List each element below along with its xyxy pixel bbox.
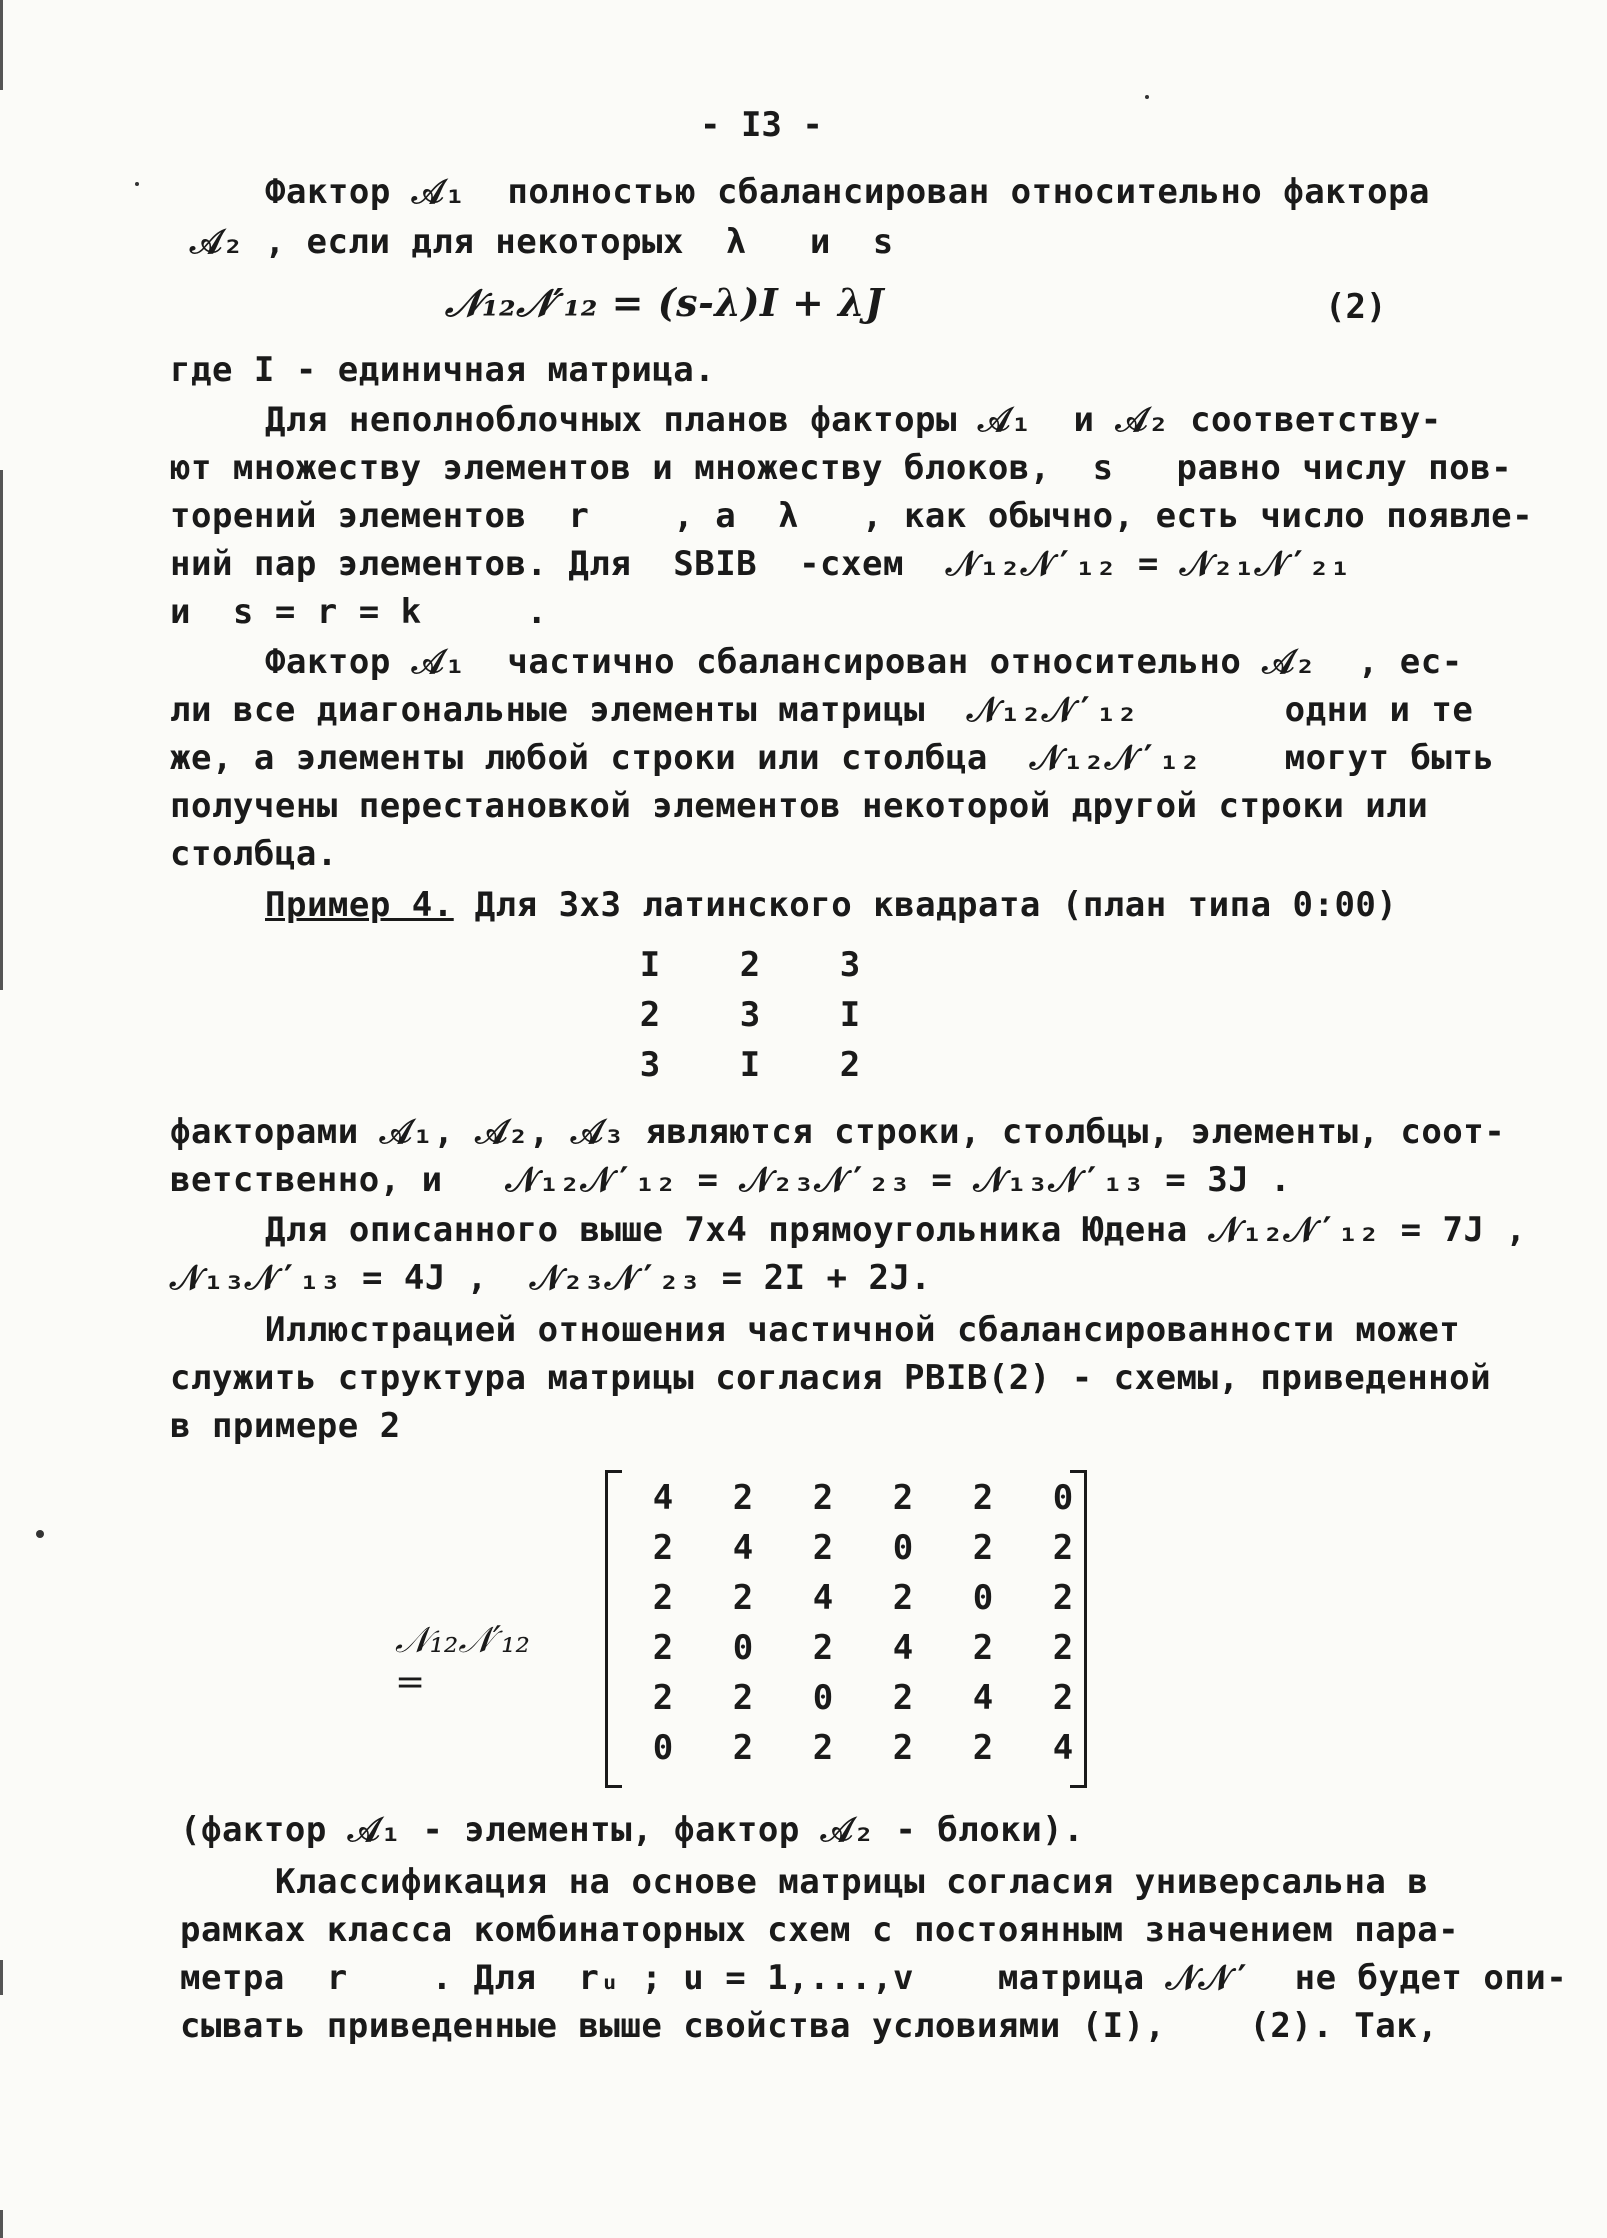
- scan-speck: [135, 182, 139, 186]
- matrix-cell: 4: [972, 1678, 994, 1718]
- text-line: получены перестановкой элементов некоторой другой строки или: [170, 786, 1429, 826]
- matrix-cell: 2: [652, 1578, 674, 1618]
- text-line: торений элементов r , а λ , как обычно, есть число появле-: [170, 496, 1534, 536]
- text-line: столбца.: [170, 834, 338, 874]
- text-line: же, а элементы любой строки или столбца 𝒩₁₂𝒩′₁₂ могут быть: [170, 738, 1495, 778]
- text-line: сывать приведенные выше свойства условиями (I), (2). Так,: [180, 2006, 1439, 2046]
- latin-square: [600, 945, 900, 1095]
- matrix-cell: 0: [1052, 1478, 1074, 1518]
- text-line: 𝒩₁₃𝒩′₁₃ = 4J , 𝒩₂₃𝒩′₂₃ = 2I + 2J.: [170, 1258, 932, 1298]
- matrix-label: 𝒩₁₂𝒩′₁₂ =: [395, 1620, 530, 1703]
- matrix-cell: 2: [812, 1728, 834, 1768]
- matrix-cell: 2: [732, 1478, 754, 1518]
- matrix-cell: 2: [732, 1578, 754, 1618]
- example-text: Для 3x3 латинского квадрата (план типа 0:00): [453, 885, 1398, 925]
- scan-edge-mark: [0, 0, 3, 90]
- latin-square-cell: I: [639, 945, 661, 985]
- example-4-line: [265, 885, 1397, 925]
- matrix-cell: 2: [1052, 1528, 1074, 1568]
- matrix-cell: 2: [812, 1628, 834, 1668]
- text-line: факторами 𝒜₁, 𝒜₂, 𝒜₃ являются строки, столбцы, элементы, соот-: [170, 1112, 1506, 1152]
- matrix-cell: 2: [1052, 1578, 1074, 1618]
- matrix-cell: 2: [892, 1728, 914, 1768]
- text-line: где I - единичная матрица.: [170, 350, 716, 390]
- text-line: ветственно, и 𝒩₁₂𝒩′₁₂ = 𝒩₂₃𝒩′₂₃ = 𝒩₁₃𝒩′₁₃ = 3J .: [170, 1160, 1292, 1200]
- matrix-cell: 0: [652, 1728, 674, 1768]
- text-line: ний пар элементов. Для SBIB -схем 𝒩₁₂𝒩′₁₂ = 𝒩₂₁𝒩′₂₁: [170, 544, 1351, 584]
- matrix-cell: 2: [652, 1528, 674, 1568]
- scan-edge-mark: [0, 2210, 3, 2238]
- text-line: служить структура матрицы согласия PBIB(2) - схемы, приведенной: [170, 1358, 1492, 1398]
- matrix-cell: 2: [972, 1528, 994, 1568]
- matrix-cell: 2: [892, 1678, 914, 1718]
- matrix-row: [623, 1678, 1103, 1728]
- matrix-row: [623, 1578, 1103, 1628]
- matrix-cell: 2: [652, 1678, 674, 1718]
- latin-square-cell: I: [839, 995, 861, 1035]
- text-line: Для неполноблочных планов факторы 𝒜₁ и 𝒜₂ соответству-: [265, 400, 1442, 440]
- matrix-cell: 2: [972, 1478, 994, 1518]
- text-line: и s = r = k .: [170, 592, 548, 632]
- matrix-cell: 2: [1052, 1628, 1074, 1668]
- matrix-cell: 4: [732, 1528, 754, 1568]
- matrix-cell: 0: [812, 1678, 834, 1718]
- text-line: Фактор 𝒜₁ полностью сбалансирован относительно фактора: [265, 172, 1431, 212]
- matrix-cell: 2: [1052, 1678, 1074, 1718]
- matrix-cell: 2: [732, 1678, 754, 1718]
- matrix-cell: 0: [732, 1628, 754, 1668]
- text-line: Классификация на основе матрицы согласия универсальна в: [275, 1862, 1429, 1902]
- matrix-cell: 2: [812, 1478, 834, 1518]
- scan-edge-mark: [0, 1960, 3, 1995]
- matrix-cell: 2: [732, 1728, 754, 1768]
- matrix-row: [623, 1478, 1103, 1528]
- equation-2: 𝒩₁₂𝒩′₁₂ = (s-λ)I + λJ: [445, 280, 884, 325]
- latin-square-cell: 2: [639, 995, 661, 1035]
- text-line: ют множеству элементов и множеству блоков, s равно числу пов-: [170, 448, 1513, 488]
- latin-square-cell: I: [739, 1045, 761, 1085]
- latin-square-cell: 2: [839, 1045, 861, 1085]
- matrix-cell: 2: [892, 1578, 914, 1618]
- text-line: рамках класса комбинаторных схем с постоянным значением пара-: [180, 1910, 1460, 1950]
- equation-number: (2): [1325, 287, 1387, 327]
- matrix-cell: 4: [892, 1628, 914, 1668]
- matrix-row: [623, 1728, 1103, 1778]
- text-line: метра r . Для rᵤ ; u = 1,...,v матрица 𝒩𝒩′ не будет опи-: [180, 1958, 1568, 1998]
- example-heading: Пример 4.: [265, 885, 454, 925]
- matrix-cell: 2: [972, 1628, 994, 1668]
- page-number: - I3 -: [700, 105, 823, 145]
- latin-square-row: [600, 1045, 900, 1095]
- latin-square-cell: 2: [739, 945, 761, 985]
- matrix-cell: 0: [972, 1578, 994, 1618]
- scan-speck: [36, 1530, 44, 1538]
- matrix-left-bracket: [605, 1470, 622, 1788]
- text-line: 𝒜₂ , если для некоторых λ и s: [190, 222, 894, 262]
- matrix-row: [623, 1628, 1103, 1678]
- latin-square-cell: 3: [639, 1045, 661, 1085]
- text-line: Фактор 𝒜₁ частично сбалансирован относительно 𝒜₂ , ес-: [265, 642, 1463, 682]
- matrix-row: [623, 1528, 1103, 1578]
- text-line: (фактор 𝒜₁ - элементы, фактор 𝒜₂ - блоки).: [180, 1810, 1085, 1850]
- matrix-cell: 4: [652, 1478, 674, 1518]
- matrix-cell: 2: [892, 1478, 914, 1518]
- latin-square-cell: 3: [739, 995, 761, 1035]
- matrix-body: [623, 1478, 1103, 1778]
- matrix-cell: 4: [812, 1578, 834, 1618]
- matrix-cell: 2: [652, 1628, 674, 1668]
- matrix-cell: 2: [812, 1528, 834, 1568]
- matrix-cell: 2: [972, 1728, 994, 1768]
- latin-square-row: [600, 995, 900, 1045]
- text-line: Для описанного выше 7x4 прямоугольника Юдена 𝒩₁₂𝒩′₁₂ = 7J ,: [265, 1210, 1527, 1250]
- scan-speck: [1145, 95, 1149, 99]
- scan-edge-mark: [0, 470, 3, 990]
- matrix-cell: 0: [892, 1528, 914, 1568]
- matrix-cell: 4: [1052, 1728, 1074, 1768]
- text-line: в примере 2: [170, 1406, 401, 1446]
- latin-square-row: [600, 945, 900, 995]
- latin-square-cell: 3: [839, 945, 861, 985]
- text-line: Иллюстрацией отношения частичной сбалансированности может: [265, 1310, 1461, 1350]
- text-line: ли все диагональные элементы матрицы 𝒩₁₂𝒩′₁₂ одни и те: [170, 690, 1474, 730]
